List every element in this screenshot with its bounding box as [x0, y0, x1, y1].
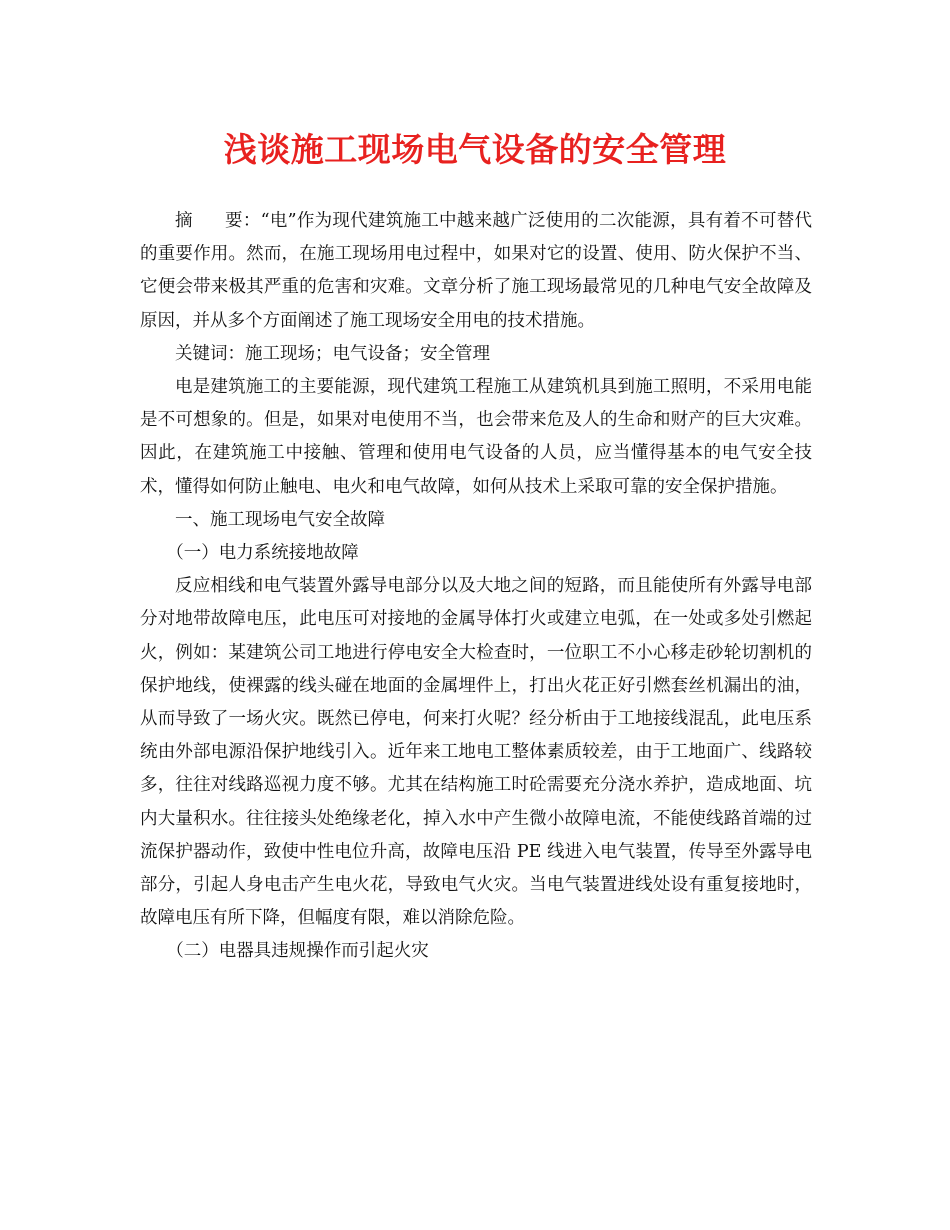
- abstract-label-char2: 要：: [224, 211, 261, 231]
- intro-paragraph: 电是建筑施工的主要能源，现代建筑工程施工从建筑机具到施工照明，不采用电能是不可想象的。但是，如果对电使用不当，也会带来危及人的生命和财产的巨大灾难。因此，在建筑施工中接触、管理和使用电气设备的人员，应当懂得基本的电气安全技术，懂得如何防止触电、电火和电气故障，如何从技术上采取可靠的安全保护措施。: [140, 377, 812, 497]
- keywords-line: 关键词：施工现场；电气设备；安全管理: [175, 343, 490, 364]
- document-body: [140, 205, 812, 969]
- abstract-paragraph: [140, 205, 812, 338]
- document-title: 浅谈施工现场电气设备的安全管理: [223, 130, 727, 169]
- abstract-label-char1: 摘: [175, 211, 193, 231]
- subsection-heading-2: （二）电器具违规操作而引起火灾: [166, 941, 429, 962]
- subsection-heading-1: （一）电力系统接地故障: [166, 543, 359, 564]
- abstract-text: “电”作为现代建筑施工中越来越广泛使用的二次能源，具有着不可替代的重要作用。然而，在施工现场用电过程中，如果对它的设置、使用、防火保护不当、它便会带来极其严重的危害和灾难。文章分析了施工现场最常见的几种电气安全故障及原因，并从多个方面阐述了施工现场安全用电的技术措施。: [140, 211, 812, 331]
- subsection-1-body: 反应相线和电气装置外露导电部分以及大地之间的短路，而且能使所有外露导电部分对地带故障电压，此电压可对接地的金属导体打火或建立电弧，在一处或多处引燃起火，例如：某建筑公司工地进行停电安全大检查时，一位职工不小心移走砂轮切割机的保护地线，使裸露的线头碰在地面的金属埋件上，打出火花正好引燃套丝机漏出的油，从而导致了一场火灾。既然已停电，何来打火呢？经分析由于工地接线混乱，此电压系统由外部电源沿保护地线引入。近年来工地电工整体素质较差，由于工地面广、线路较多，往往对线路巡视力度不够。尤其在结构施工时砼需要充分浇水养护，造成地面、坑内大量积水。往往接头处绝缘老化，掉入水中产生微小故障电流，不能使线路首端的过流保护器动作，致使中性电位升高，故障电压沿 PE 线进入电气装置，传导至外露导电部分，引起人身电击产生电火花，导致电气火灾。当电气装置进线处设有重复接地时，故障电压有所下降，但幅度有限，难以消除危险。: [140, 576, 812, 929]
- section-heading-1: 一、施工现场电气安全故障: [175, 509, 385, 530]
